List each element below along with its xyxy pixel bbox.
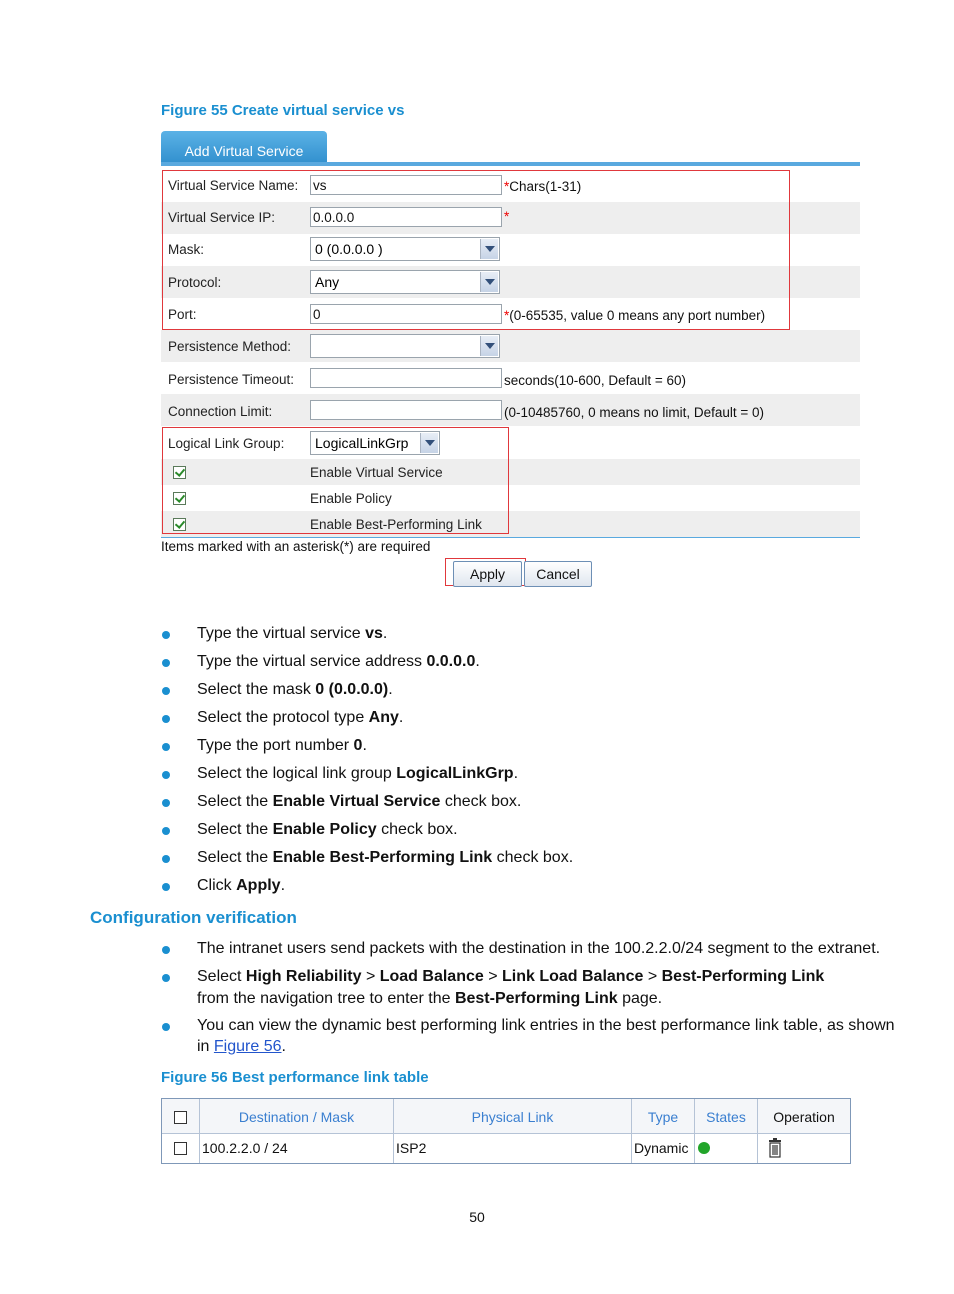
required-asterisk: * (504, 179, 510, 194)
persistence-timeout-input[interactable] (310, 368, 502, 388)
step-item: Select the Enable Virtual Service check box. (197, 793, 522, 810)
virtual-service-ip-label: Virtual Service IP: (168, 210, 276, 225)
column-header-states[interactable]: States (695, 1099, 758, 1133)
enable-policy-label: Enable Policy (310, 491, 392, 506)
step-item: Click Apply. (197, 877, 286, 894)
protocol-label: Protocol: (168, 275, 222, 290)
bullet-dot (162, 827, 170, 835)
verification-item-continuation: in Figure 56. (197, 1038, 286, 1055)
required-asterisk: * (504, 308, 510, 323)
select-all-checkbox[interactable] (174, 1111, 187, 1124)
step-item: Select the protocol type Any. (197, 709, 404, 726)
bullet-dot (162, 631, 170, 639)
persistence-timeout-label: Persistence Timeout: (168, 372, 295, 387)
step-item: Type the virtual service vs. (197, 625, 388, 642)
step-item: Select the Enable Best-Performing Link check box. (197, 849, 574, 866)
chevron-down-icon[interactable] (480, 336, 498, 356)
tab-add-virtual-service[interactable]: Add Virtual Service (161, 131, 327, 166)
cell-destination: 100.2.2.0 / 24 (200, 1134, 394, 1163)
step-item: Type the port number 0. (197, 737, 367, 754)
persistence-method-label: Persistence Method: (168, 339, 292, 354)
cell-state (695, 1134, 758, 1163)
figure-56-caption: Figure 56 Best performance link table (161, 1069, 429, 1086)
connection-limit-label: Connection Limit: (168, 404, 273, 419)
cell-physical-link: ISP2 (394, 1134, 632, 1163)
highlight-box (162, 427, 509, 534)
required-asterisk: * (504, 209, 510, 224)
status-dot-icon (698, 1142, 710, 1154)
bullet-dot (162, 659, 170, 667)
verification-item: Select High Reliability > Load Balance > Link Load Balance > Best-Performing Link (197, 968, 825, 985)
highlight-box (162, 170, 790, 330)
bullet-dot (162, 715, 170, 723)
column-header-destination[interactable]: Destination / Mask (200, 1099, 394, 1133)
verification-item: The intranet users send packets with the destination in the 100.2.2.0/24 segment to the extranet. (197, 940, 881, 957)
mask-select-value: 0 (0.0.0.0 ) (315, 241, 383, 257)
protocol-select-value: Any (315, 274, 340, 290)
persistence-timeout-hint: seconds(10-600, Default = 60) (504, 373, 686, 388)
enable-best-performing-link-label: Enable Best-Performing Link (310, 517, 482, 532)
cell-type: Dynamic (632, 1134, 695, 1163)
logical-link-group-select-value: LogicalLinkGrp (315, 435, 409, 451)
logical-link-group-label: Logical Link Group: (168, 436, 285, 451)
persistence-method-select[interactable] (310, 334, 500, 358)
bullet-dot (162, 687, 170, 695)
column-header-type[interactable]: Type (632, 1099, 695, 1133)
bullet-dot (162, 1023, 170, 1031)
bullet-dot (162, 799, 170, 807)
port-input[interactable]: 0 (310, 304, 502, 324)
virtual-service-name-input[interactable]: vs (310, 175, 502, 195)
virtual-service-name-label: Virtual Service Name: (168, 178, 299, 193)
virtual-service-name-hint-text: Chars(1-31) (509, 179, 582, 194)
best-performance-link-table (161, 1098, 851, 1164)
step-item: Select the Enable Policy check box. (197, 821, 458, 838)
step-item: Select the logical link group LogicalLinkGrp. (197, 765, 519, 782)
verification-item-continuation: from the navigation tree to enter the Best-Performing Link page. (197, 990, 663, 1007)
connection-limit-input[interactable] (310, 400, 502, 420)
port-label: Port: (168, 307, 197, 322)
step-item: Select the mask 0 (0.0.0.0). (197, 681, 393, 698)
connection-limit-hint: (0-10485760, 0 means no limit, Default = 0) (504, 405, 765, 420)
figure-55-caption: Figure 55 Create virtual service vs (161, 102, 405, 119)
figure-56-link[interactable]: Figure 56 (213, 1038, 282, 1055)
verification-item: You can view the dynamic best performing link entries in the best performance link table, as shown (197, 1017, 895, 1034)
bullet-dot (162, 974, 170, 982)
column-header-operation: Operation (758, 1099, 850, 1133)
tab-underline (161, 162, 860, 166)
cell-operation (758, 1134, 850, 1163)
trash-icon[interactable] (768, 1138, 782, 1158)
virtual-service-ip-input[interactable]: 0.0.0.0 (310, 207, 502, 227)
page-number: 50 (469, 1209, 485, 1225)
row-checkbox[interactable] (174, 1142, 187, 1155)
bullet-dot (162, 743, 170, 751)
bullet-dot (162, 883, 170, 891)
mask-label: Mask: (168, 242, 205, 257)
apply-button[interactable]: Apply (453, 561, 522, 587)
cancel-button[interactable]: Cancel (524, 561, 592, 587)
column-header-physical-link[interactable]: Physical Link (394, 1099, 632, 1133)
bullet-dot (162, 771, 170, 779)
header-select-all-cell (162, 1099, 200, 1133)
bullet-dot (162, 855, 170, 863)
enable-virtual-service-label: Enable Virtual Service (310, 465, 443, 480)
step-item: Type the virtual service address 0.0.0.0. (197, 653, 480, 670)
port-hint-text: (0-65535, value 0 means any port number) (509, 308, 766, 323)
row-select-cell (162, 1134, 200, 1163)
bullet-dot (162, 946, 170, 954)
required-note: Items marked with an asterisk(*) are required (161, 539, 431, 554)
section-title: Configuration verification (90, 908, 297, 927)
